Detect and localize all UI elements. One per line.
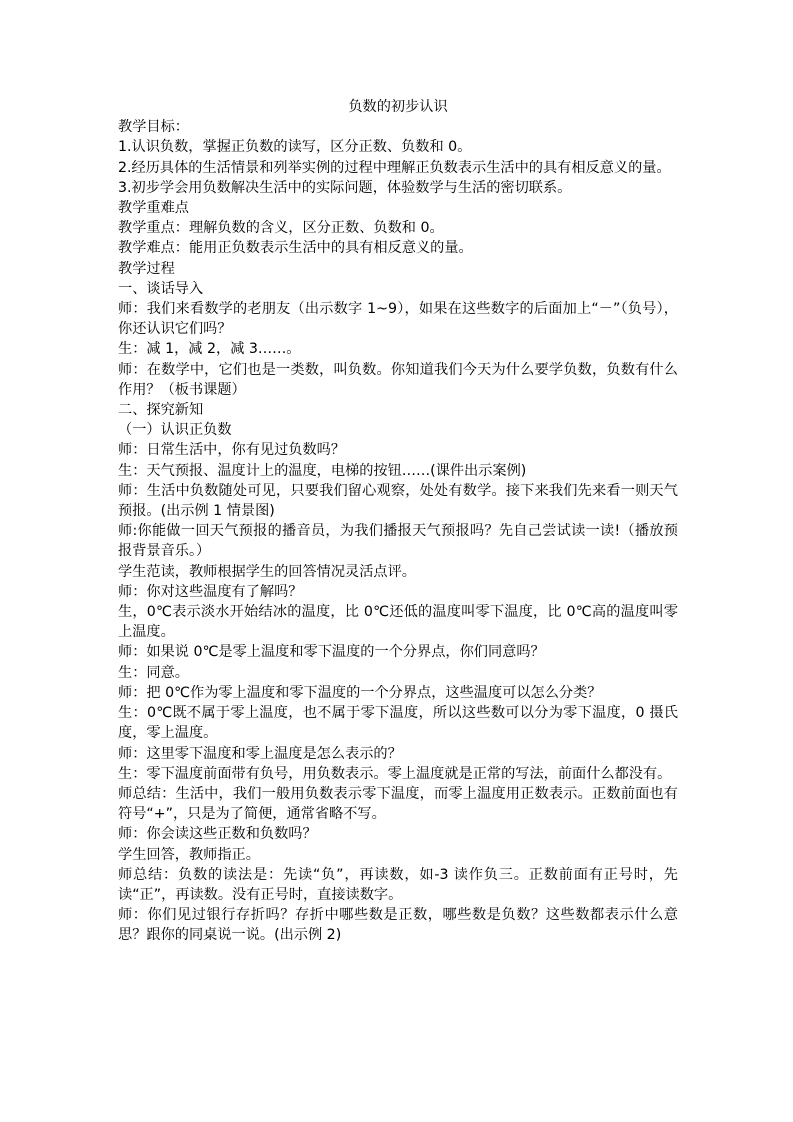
paragraph-objective-1: 1.认识负数，掌握正负数的读写，区分正数、负数和 0。 bbox=[118, 139, 472, 156]
paragraph-key-points-heading: 教学重难点 bbox=[118, 200, 189, 217]
paragraph-dialogue: 师：在数学中，它们也是一类数，叫负数。你知道我们今天为什么要学负数，负数有什么作用？（板书课题） bbox=[118, 361, 678, 398]
paragraph-dialogue: 师：生活中负数随处可见，只要我们留心观察，处处有数学。接下来我们先来看一则天气预报。(出示例 1 情景图) bbox=[118, 482, 678, 520]
paragraph-dialogue: 学生范读，教师根据学生的回答情况灵活点评。 bbox=[118, 563, 416, 580]
paragraph-dialogue: 生：0℃既不属于零上温度，也不属于零下温度，所以这些数可以分为零下温度，0 摄氏度，零上温度。 bbox=[118, 705, 678, 742]
document-page bbox=[118, 97, 678, 946]
paragraph-dialogue: 生：同意。 bbox=[118, 664, 189, 681]
paragraph-difficult-point: 教学难点：能用正负数表示生活中的具有相反意义的量。 bbox=[118, 240, 473, 257]
paragraph-dialogue: 师总结：负数的读法是：先读“负”，再读数，如-3 读作负三。正数前面有正号时，先读“正”，再读数。没有正号时，直接读数字。 bbox=[118, 866, 678, 903]
paragraph-section-1-heading: 一、谈话导入 bbox=[118, 280, 204, 297]
paragraph-section-2-heading: 二、探究新知 bbox=[118, 402, 204, 419]
paragraph-dialogue: 学生回答，教师指正。 bbox=[118, 846, 260, 863]
paragraph-dialogue: 生：零下温度前面带有负号，用负数表示。零上温度就是正常的写法，前面什么都没有。 bbox=[118, 765, 672, 782]
paragraph-dialogue: 师：我们来看数学的老朋友（出示数字 1~9），如果在这些数字的后面加上“－”（负号），你还认识它们吗？ bbox=[118, 301, 678, 338]
paragraph-objective-3: 3.初步学会用负数解决生活中的实际问题，体验数学与生活的密切联系。 bbox=[118, 179, 572, 196]
paragraph-dialogue: 师：如果说 0℃是零上温度和零下温度的一个分界点，你们同意吗？ bbox=[118, 644, 545, 661]
paragraph-dialogue: 师：把 0℃作为零上温度和零下温度的一个分界点，这些温度可以怎么分类？ bbox=[118, 684, 602, 701]
paragraph-dialogue: 师：你们见过银行存折吗？存折中哪些数是正数，哪些数是负数？这些数都表示什么意思？跟你的同桌说一说。(出示例 2) bbox=[118, 907, 678, 944]
paragraph-subsection-heading: （一）认识正负数 bbox=[118, 422, 232, 439]
document-title: 负数的初步认识 bbox=[348, 99, 448, 115]
paragraph-dialogue: 师总结：生活中，我们一般用负数表示零下温度，而零上温度用正数表示。正数前面也有符号“+”，只是为了简便，通常省略不写。 bbox=[118, 785, 678, 823]
paragraph-dialogue: 生：天气预报、温度计上的温度，电梯的按钮……(课件出示案例) bbox=[118, 462, 527, 479]
paragraph-objective-2: 2.经历具体的生活情景和列举实例的过程中理解正负数表示生活中的具有相反意义的量。 bbox=[118, 159, 671, 176]
paragraph-process-heading: 教学过程 bbox=[118, 260, 175, 277]
paragraph-dialogue: 生：减 1，减 2，减 3……。 bbox=[118, 341, 301, 358]
paragraph-dialogue: 师：这里零下温度和零上温度是怎么表示的？ bbox=[118, 745, 402, 762]
paragraph-dialogue: 师：你会读这些正数和负数吗？ bbox=[118, 826, 317, 843]
paragraph-dialogue: 师:你能做一回天气预报的播音员，为我们播报天气预报吗？先自己尝试读一读!（播放预报背景音乐。） bbox=[118, 523, 678, 560]
paragraph-dialogue: 生，0℃表示淡水开始结冰的温度，比 0℃还低的温度叫零下温度，比 0℃高的温度叫零上温度。 bbox=[118, 604, 678, 641]
paragraph-key-point: 教学重点：理解负数的含义，区分正数、负数和 0。 bbox=[118, 220, 444, 237]
paragraph-dialogue: 师：日常生活中，你有见过负数吗？ bbox=[118, 442, 346, 459]
paragraph-dialogue: 师：你对这些温度有了解吗？ bbox=[118, 583, 303, 600]
paragraph-objectives-heading: 教学目标： bbox=[118, 119, 189, 136]
